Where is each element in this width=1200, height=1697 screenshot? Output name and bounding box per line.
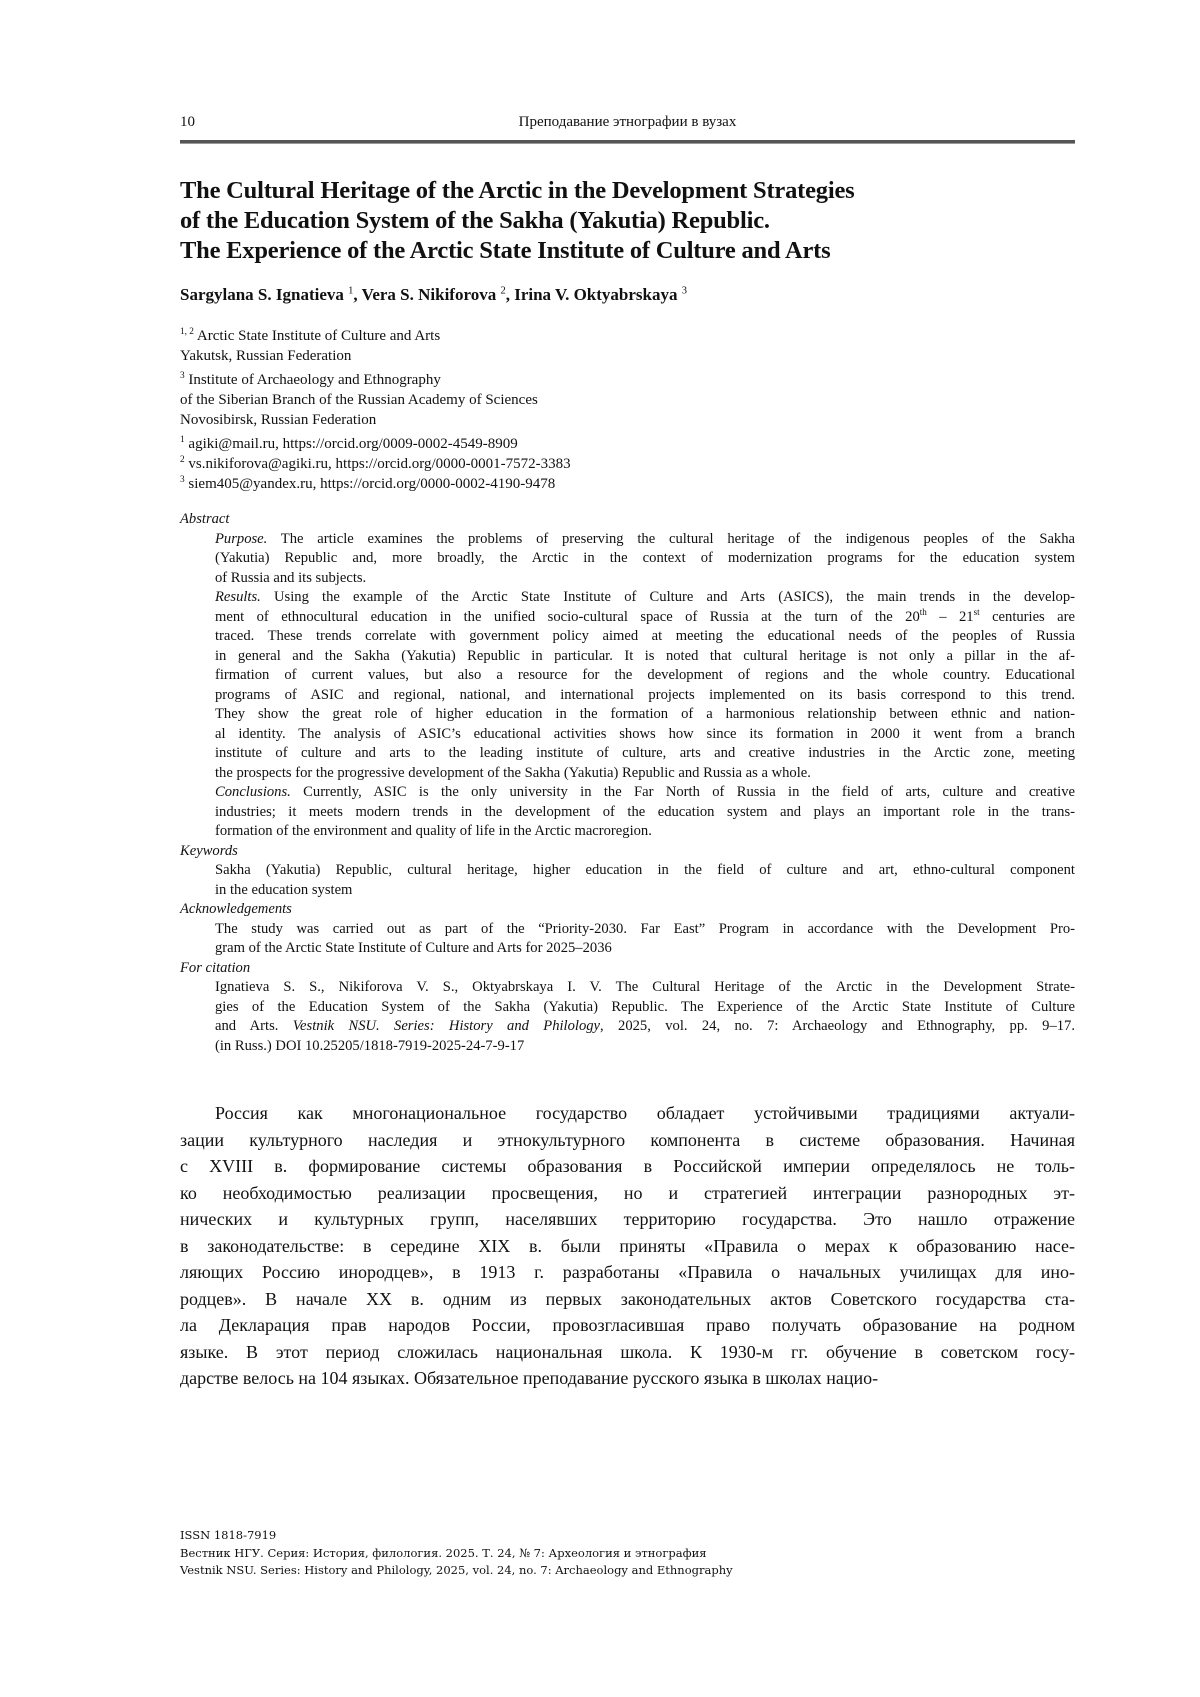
abstract-paragraph xyxy=(215,783,1075,842)
text-line: Ignatieva S. S., Nikiforova V. S., Oktyabrskaya I. V. The Cultural Heritage of the Arctic in the Development Strate- xyxy=(215,978,1075,998)
text-line: (in Russ.) DOI 10.25205/1818-7919-2025-24-7-9-17 xyxy=(215,1037,1075,1057)
text-line: ко необходимостью реализации просвещения, но и стратегией интеграции разнородных эт- xyxy=(180,1180,1075,1207)
page-footer xyxy=(180,1527,733,1580)
acknowledgements-text xyxy=(215,920,1075,959)
superscript: st xyxy=(974,607,980,617)
body-text xyxy=(180,1100,1075,1392)
superscript: th xyxy=(920,607,927,617)
author-separator: , xyxy=(506,285,515,304)
affiliation-text: of the Siberian Branch of the Russian Academy of Sciences xyxy=(180,392,538,408)
affiliation-line xyxy=(180,370,571,390)
abstract-paragraph xyxy=(215,530,1075,589)
footer-issn: ISSN 1818-7919 xyxy=(180,1527,733,1545)
text-line: formation of the environment and quality of life in the Arctic macroregion. xyxy=(215,822,1075,842)
citation-label: For citation xyxy=(180,959,1075,979)
text-line: Conclusions. Currently, ASIC is the only university in the Far North of Russia in the field of arts, culture and creative xyxy=(215,783,1075,803)
italic-text: Vestnik NSU. Series: History and Philology xyxy=(293,1018,600,1034)
text-line: родцев». В начале XX в. одним из первых законодательных актов Советского государства ста- xyxy=(180,1286,1075,1313)
text-line: industries; it meets modern trends in the development of the education system and plays an important role in the trans- xyxy=(215,803,1075,823)
italic-text: Conclusions. xyxy=(215,784,291,800)
text-line: ment of ethnocultural education in the unified socio-cultural space of Russia at the turn of the 20th – 21st centuries are xyxy=(215,608,1075,628)
authors xyxy=(180,285,687,305)
text-line: нических и культурных групп, населявших территорию государства. Это нашло отражение xyxy=(180,1206,1075,1233)
text-line: firmation of current values, but also a resource for the development of regions and the whole country. Educational xyxy=(215,666,1075,686)
affiliation-line xyxy=(180,390,571,410)
text-line: and Arts. Vestnik NSU. Series: History and Philology, 2025, vol. 24, no. 7: Archaeology and Ethnography, pp. 9–17. xyxy=(215,1017,1075,1037)
text-line: Purpose. The article examines the problems of preserving the cultural heritage of the indigenous peoples of the Sakha xyxy=(215,530,1075,550)
affiliation-line xyxy=(180,326,571,346)
text-line: ла Декларация прав народов России, провозгласившая право получать образование на родном xyxy=(180,1312,1075,1339)
keywords-text xyxy=(215,861,1075,900)
page-number: 10 xyxy=(180,114,195,131)
text-line: Sakha (Yakutia) Republic, cultural heritage, higher education in the field of culture and art, ethno-cultural component xyxy=(215,861,1075,881)
author-mark: 2 xyxy=(500,285,505,296)
text-line: institute of culture and arts to the leading institute of culture, arts and creative industries in the Arctic zone, meeting xyxy=(215,744,1075,764)
keywords-label: Keywords xyxy=(180,842,1075,862)
contact-mark: 1 xyxy=(180,435,185,445)
text-line: the prospects for the progressive development of the Sakha (Yakutia) Republic and Russia as a whole. xyxy=(215,764,1075,784)
text-line: gies of the Education System of the Sakha (Yakutia) Republic. The Experience of the Arctic State Institute of Culture xyxy=(215,998,1075,1018)
contact-mark: 3 xyxy=(180,475,185,485)
contact-text: agiki@mail.ru, https://orcid.org/0009-0002-4549-8909 xyxy=(188,436,517,452)
author-mark: 3 xyxy=(682,285,687,296)
contact-line xyxy=(180,434,571,454)
text-line: gram of the Arctic State Institute of Culture and Arts for 2025–2036 xyxy=(215,939,1075,959)
affiliation-text: Yakutsk, Russian Federation xyxy=(180,348,351,364)
text-line: дарстве велось на 104 языках. Обязательное преподавание русского языка в школах нацио- xyxy=(180,1365,1075,1392)
text-line: in general and the Sakha (Yakutia) Republic in particular. It is noted that cultural heritage is not only a pillar in the af- xyxy=(215,647,1075,667)
affiliation-line xyxy=(180,410,571,430)
abstract-label: Abstract xyxy=(180,510,1075,530)
italic-text: Results. xyxy=(215,589,261,605)
article-title xyxy=(180,176,1075,266)
author-separator: , xyxy=(353,285,361,304)
text-line: The study was carried out as part of the “Priority-2030. Far East” Program in accordance with the Development Pro- xyxy=(215,920,1075,940)
text-line: ляющих Россию инородцев», в 1913 г. разработаны «Правила о начальных училищах для ино- xyxy=(180,1259,1075,1286)
author-mark: 1 xyxy=(348,285,353,296)
author-name: Vera S. Nikiforova xyxy=(362,285,501,304)
text-line: al identity. The analysis of ASIC’s educational activities shows how since its formation in 2000 it went from a branch xyxy=(215,725,1075,745)
author-name: Irina V. Oktyabrskaya xyxy=(514,285,682,304)
footer-journal-ru: Вестник НГУ. Серия: История, филология. 2025. Т. 24, № 7: Археология и этнография xyxy=(180,1545,733,1563)
affiliation-text: Arctic State Institute of Culture and Arts xyxy=(197,328,440,344)
title-line: The Experience of the Arctic State Institute of Culture and Arts xyxy=(180,236,1075,266)
text-line: Россия как многонациональное государство обладает устойчивыми традициями актуали- xyxy=(180,1100,1075,1127)
text-line: в законодательстве: в середине XIX в. были приняты «Правила о мерах к образованию насе- xyxy=(180,1233,1075,1260)
abstract-paragraph xyxy=(215,588,1075,783)
affiliation-text: Institute of Archaeology and Ethnography xyxy=(188,372,440,388)
text-line: of Russia and its subjects. xyxy=(215,569,1075,589)
abstract-block xyxy=(180,510,1075,1056)
title-line: The Cultural Heritage of the Arctic in the Development Strategies xyxy=(180,176,1075,206)
footer-journal-en: Vestnik NSU. Series: History and Philology, 2025, vol. 24, no. 7: Archaeology and Ethnography xyxy=(180,1562,733,1580)
author-name: Sargylana S. Ignatieva xyxy=(180,285,348,304)
contact-line xyxy=(180,474,571,494)
contact-text: vs.nikiforova@agiki.ru, https://orcid.org/0000-0001-7572-3383 xyxy=(188,456,570,472)
italic-text: Purpose. xyxy=(215,531,267,547)
title-line: of the Education System of the Sakha (Yakutia) Republic. xyxy=(180,206,1075,236)
contact-line xyxy=(180,454,571,474)
text-line: in the education system xyxy=(215,881,1075,901)
header-rule xyxy=(180,140,1075,144)
text-line: с XVIII в. формирование системы образования в Российской империи определялось не толь- xyxy=(180,1153,1075,1180)
affiliation-text: Novosibirsk, Russian Federation xyxy=(180,412,376,428)
acknowledgements-label: Acknowledgements xyxy=(180,900,1075,920)
text-line: (Yakutia) Republic and, more broadly, the Arctic in the context of modernization programs for the education system xyxy=(215,549,1075,569)
contact-mark: 2 xyxy=(180,455,185,465)
text-line: programs of ASIC and regional, national, and international projects implemented on its basis correspond to this trend. xyxy=(215,686,1075,706)
contact-text: siem405@yandex.ru, https://orcid.org/0000-0002-4190-9478 xyxy=(188,476,555,492)
affiliations xyxy=(180,326,571,494)
affiliation-mark: 1, 2 xyxy=(180,327,194,337)
text-line: зации культурного наследия и этнокультурного компонента в системе образования. Начиная xyxy=(180,1127,1075,1154)
text-line: traced. These trends correlate with government policy aimed at meeting the educational needs of the peoples of Russia xyxy=(215,627,1075,647)
affiliation-mark: 3 xyxy=(180,371,185,381)
text-line: They show the great role of higher education in the formation of a harmonious relationship between ethnic and nation- xyxy=(215,705,1075,725)
citation-text xyxy=(215,978,1075,1056)
text-line: Results. Using the example of the Arctic State Institute of Culture and Arts (ASICS), the main trends in the develop- xyxy=(215,588,1075,608)
text-line: языке. В этот период сложилась национальная школа. К 1930-м гг. обучение в советском госу- xyxy=(180,1339,1075,1366)
running-title: Преподавание этнографии в вузах xyxy=(180,114,1075,131)
affiliation-line xyxy=(180,346,571,366)
